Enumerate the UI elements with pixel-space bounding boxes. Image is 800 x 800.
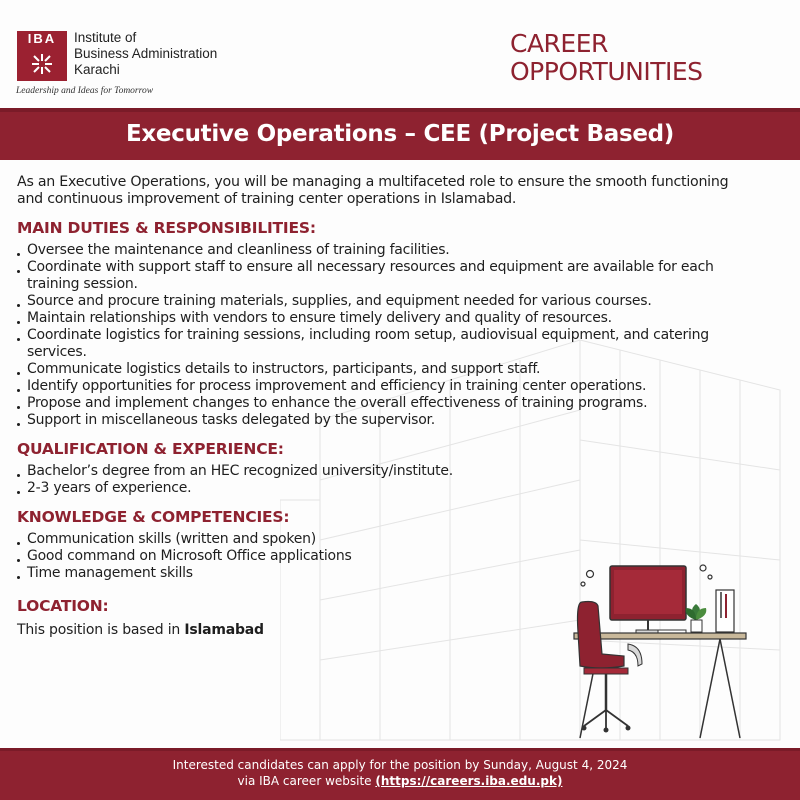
location-prefix: This position is based in (17, 622, 185, 638)
list-item: Coordinate logistics for training sessions, including room setup, audiovisual equipment, and catering services. (17, 327, 757, 361)
institute-line: Karachi (74, 62, 120, 77)
list-item: Source and procure training materials, supplies, and equipment needed for various courses. (17, 293, 757, 310)
list-item: Propose and implement changes to enhance the overall effectiveness of training programs. (17, 395, 757, 412)
footer-website-prefix: via IBA career website (237, 774, 376, 788)
office-desk-illustration (570, 560, 755, 740)
tagline: Leadership and Ideas for Tomorrow (16, 86, 154, 96)
list-item: Coordinate with support staff to ensure all necessary resources and equipment are available for each training session. (17, 259, 757, 293)
list-item: Time management skills (17, 565, 757, 582)
knowledge-heading: KNOWLEDGE & COMPETENCIES: (17, 508, 290, 526)
institute-line: Institute of (74, 30, 137, 45)
list-item: Communication skills (written and spoken) (17, 531, 757, 548)
list-item: Bachelor’s degree from an HEC recognized university/institute. (17, 463, 757, 480)
list-item: Communicate logistics details to instructors, participants, and support staff. (17, 361, 757, 378)
list-item: Oversee the maintenance and cleanliness of training facilities. (17, 242, 757, 259)
career-title-line: OPPORTUNITIES (510, 57, 703, 86)
intro-paragraph: As an Executive Operations, you will be managing a multifaceted role to ensure the smooth functioning and continuous improvement of training center operations in Islamabad. (17, 174, 729, 207)
career-opportunities-title (510, 30, 790, 86)
career-title-line: CAREER (510, 29, 608, 58)
list-item: Maintain relationships with vendors to ensure timely delivery and quality of resources. (17, 310, 757, 327)
job-title: Executive Operations – CEE (Project Based) (125, 121, 675, 147)
qualification-list (17, 463, 757, 497)
duties-list (17, 242, 757, 429)
footer-shade (0, 748, 800, 751)
location-city: Islamabad (184, 622, 264, 638)
footer-apply-deadline: Interested candidates can apply for the position by Sunday, August 4, 2024 (172, 758, 628, 772)
location-heading: LOCATION: (17, 597, 109, 615)
footer-website-line (0, 774, 800, 789)
institute-line: Business Administration (74, 46, 218, 61)
list-item: Identify opportunities for process improvement and efficiency in training center operations. (17, 378, 757, 395)
list-item: 2-3 years of experience. (17, 480, 757, 497)
list-item: Good command on Microsoft Office applications (17, 548, 757, 565)
list-item: Support in miscellaneous tasks delegated by the supervisor. (17, 412, 757, 429)
logo-emblem-icon (30, 52, 54, 76)
qualification-heading: QUALIFICATION & EXPERIENCE: (17, 440, 284, 458)
careers-website-link[interactable]: (https://careers.iba.edu.pk) (375, 774, 563, 788)
logo-text: IBA (27, 31, 57, 46)
duties-heading: MAIN DUTIES & RESPONSIBILITIES: (17, 219, 316, 237)
institute-name (74, 30, 274, 78)
